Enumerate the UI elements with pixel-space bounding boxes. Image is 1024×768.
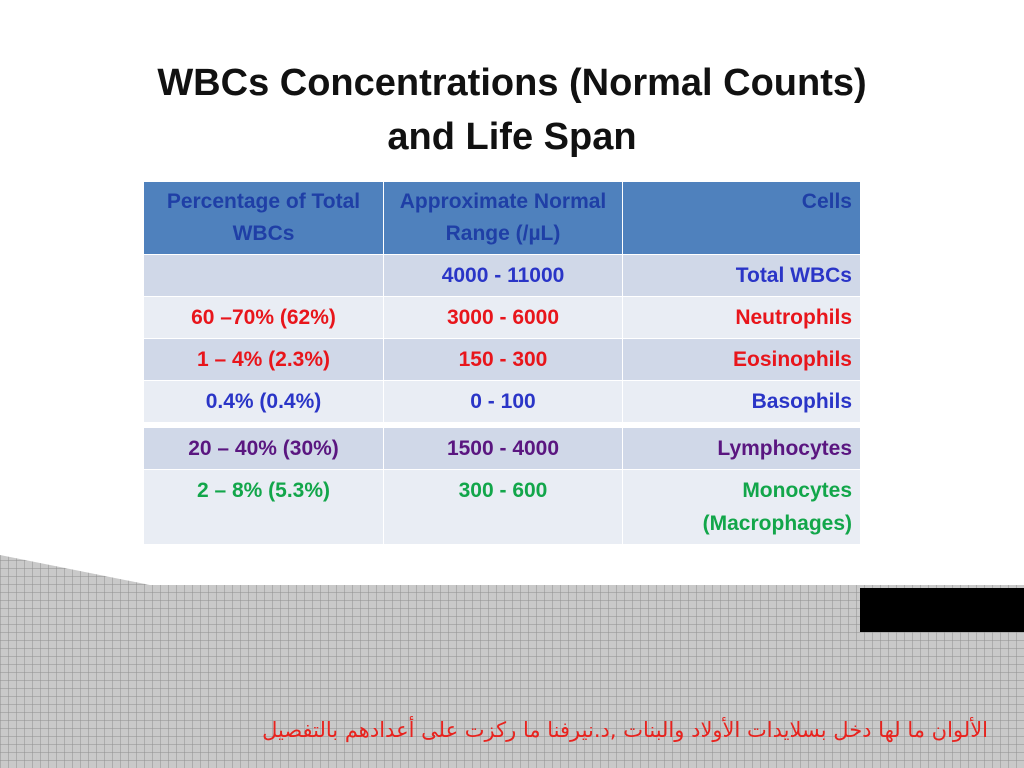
- title-line-2: and Life Span: [387, 116, 637, 158]
- cell-type: Lymphocytes: [623, 425, 861, 470]
- cell-range: 4000 - 11000: [384, 255, 623, 297]
- table-row-monocytes: [144, 470, 861, 545]
- table-row-lymphocytes: [144, 425, 861, 470]
- table-row-total-wbcs: [144, 255, 861, 297]
- cell-type: Basophils: [623, 381, 861, 426]
- cell-range: 150 - 300: [384, 339, 623, 381]
- cell-percentage: 2 – 8% (5.3%): [144, 470, 384, 545]
- cell-type: Total WBCs: [623, 255, 861, 297]
- cell-range: 3000 - 6000: [384, 297, 623, 339]
- slide-title: [0, 56, 1024, 164]
- cell-type: Monocytes (Macrophages): [623, 470, 861, 545]
- cell-percentage: 60 –70% (62%): [144, 297, 384, 339]
- cell-type: Eosinophils: [623, 339, 861, 381]
- cell-range: 0 - 100: [384, 381, 623, 426]
- cell-percentage: 20 – 40% (30%): [144, 425, 384, 470]
- title-line-1: WBCs Concentrations (Normal Counts): [157, 62, 867, 104]
- cell-range: 300 - 600: [384, 470, 623, 545]
- wbc-table: [143, 181, 861, 545]
- header-percentage: Percentage of Total WBCs: [144, 182, 384, 255]
- table-row-eosinophils: [144, 339, 861, 381]
- cell-percentage: 0.4% (0.4%): [144, 381, 384, 426]
- footer-note: الألوان ما لها دخل بسلايدات الأولاد والبنات ,د.نيرفنا ما ركزت على أعدادهم بالتفصيل: [262, 718, 988, 742]
- cell-percentage: 1 – 4% (2.3%): [144, 339, 384, 381]
- table-row-neutrophils: [144, 297, 861, 339]
- cell-range: 1500 - 4000: [384, 425, 623, 470]
- table-header-row: [144, 182, 861, 255]
- header-range: Approximate Normal Range (/µL): [384, 182, 623, 255]
- header-cells: Cells: [623, 182, 861, 255]
- cell-percentage: [144, 255, 384, 297]
- table-row-basophils: [144, 381, 861, 426]
- cell-type: Neutrophils: [623, 297, 861, 339]
